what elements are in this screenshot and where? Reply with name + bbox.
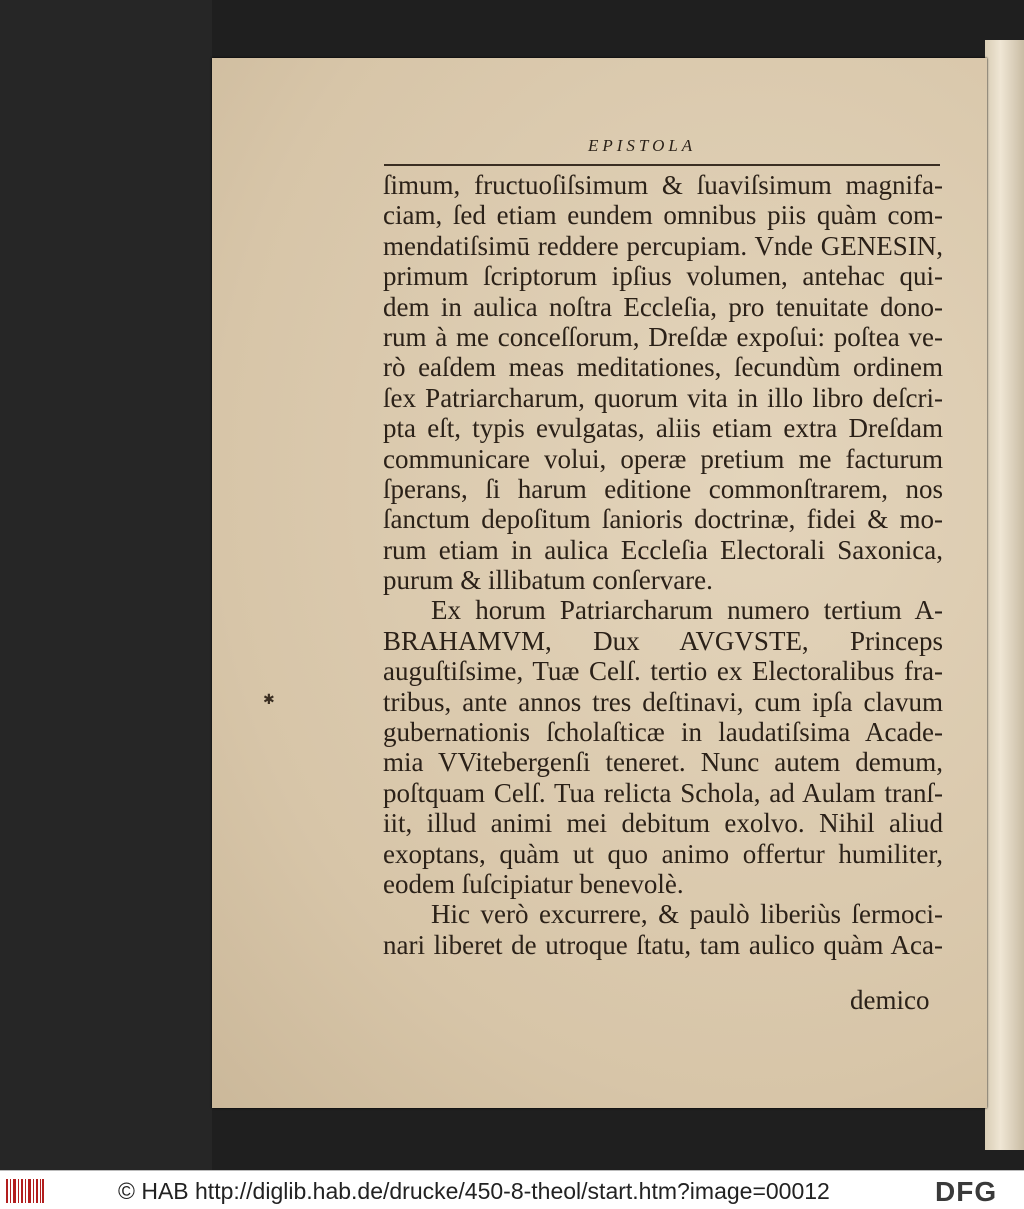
- footer-copyright-link[interactable]: © HAB http://diglib.hab.de/drucke/450-8-theol/start.htm?image=00012: [118, 1178, 830, 1204]
- running-header: EPISTOLA: [588, 136, 697, 155]
- text-line: mia VVitebergenſi teneret. Nunc autem demum,: [383, 747, 943, 778]
- text-line: pta eſt, typis evulgatas, aliis etiam extra Dreſdam: [383, 413, 943, 444]
- text-line: ciam, ſed etiam eundem omnibus piis quàm com-: [383, 200, 943, 231]
- text-line: dem in aulica noſtra Eccleſia, pro tenuitate dono-: [383, 291, 943, 322]
- header-rule: [384, 164, 940, 166]
- body-text: [383, 170, 943, 960]
- text-line: iit, illud animi mei debitum exolvo. Nihil aliud: [383, 808, 943, 839]
- page-edge: [985, 40, 1024, 1150]
- text-line: rum etiam in aulica Eccleſia Electorali Saxonica,: [383, 534, 943, 565]
- text-line: ſex Patriarcharum, quorum vita in illo libro deſcri-: [383, 382, 943, 413]
- text-line: ſperans, ſi harum editione commonſtrarem, nos: [383, 473, 943, 504]
- catchword: demico: [850, 985, 930, 1015]
- ornament-mark: ✱: [263, 693, 275, 708]
- dfg-logo: DFG: [935, 1176, 998, 1207]
- text-line: ſimum, fructuoſiſsimum & ſuaviſsimum magnifa-: [383, 170, 943, 200]
- text-line: ſanctum depoſitum ſanioris doctrinæ, fidei & mo-: [383, 504, 943, 535]
- text-line: primum ſcriptorum ipſius volumen, antehac qui-: [383, 261, 943, 292]
- footer-bar: [0, 1170, 1024, 1209]
- text-line: nari liberet de utroque ſtatu, tam aulico quàm Aca-: [383, 929, 943, 960]
- text-line: eodem ſuſcipiatur benevolè.: [383, 868, 684, 899]
- text-line: Hic verò excurrere, & paulò liberiùs ſermoci-: [431, 899, 943, 930]
- text-line: exoptans, quàm ut quo animo offertur humiliter,: [383, 838, 943, 869]
- text-line: poſtquam Celſ. Tua relicta Schola, ad Aulam tranſ-: [383, 777, 943, 808]
- text-line: Ex horum Patriarcharum numero tertium A-: [431, 595, 943, 626]
- left-board: [0, 0, 212, 1170]
- text-line: tribus, ante annos tres deſtinavi, cum ipſa clavum: [383, 686, 943, 717]
- text-line: purum & illibatum conſervare.: [383, 565, 713, 596]
- text-line: rum à me conceſſorum, Dreſdæ expoſui: poſtea ve-: [383, 321, 943, 352]
- text-line: mendatiſsimū reddere percupiam. Vnde GENESIN,: [383, 230, 943, 261]
- text-line: rò eaſdem meas meditationes, ſecundùm ordinem: [383, 352, 943, 383]
- text-line: communicare volui, operæ pretium me facturum: [383, 443, 943, 474]
- text-line: auguſtiſsime, Tuæ Celſ. tertio ex Electoralibus fra-: [383, 656, 943, 687]
- text-line: BRAHAMVM, Dux AVGVSTE, Princeps: [383, 625, 943, 656]
- text-line: gubernationis ſcholaſticæ in laudatiſsima Acade-: [383, 717, 943, 748]
- barcode-icon: [6, 1179, 44, 1203]
